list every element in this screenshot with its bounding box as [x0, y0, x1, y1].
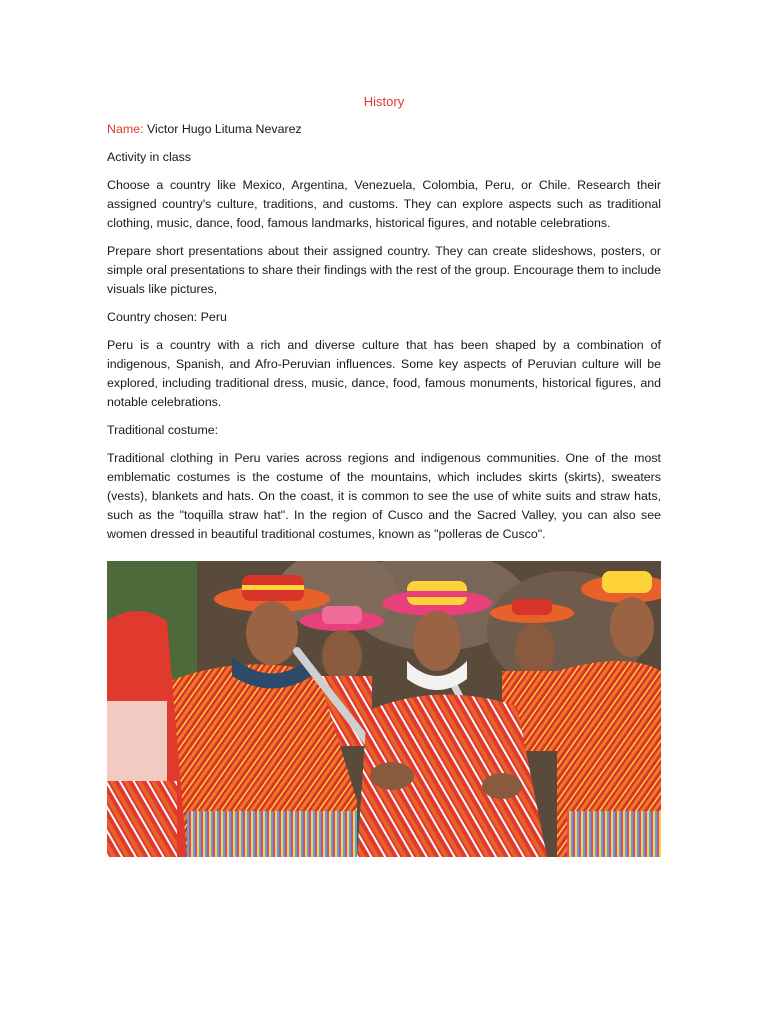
costume-heading: Traditional costume:	[107, 423, 219, 437]
culture-paragraph: Peru is a country with a rich and diverse culture that has been shaped by a combination of indigenous, Spanish, and Afro-Peruvian influences. Some key aspects of Peruvian culture will be explored, including traditional dress, music, dance, food, famous monuments, historical figures, and notable celebrations.	[107, 338, 661, 409]
document-body	[107, 92, 661, 553]
name-value: Victor Hugo Lituma Nevarez	[143, 122, 302, 136]
presentation-paragraph: Prepare short presentations about their assigned country. They can create slideshows, posters, or simple oral presentations to share their findings with the rest of the group. Encourage them to include visuals like pictures,	[107, 244, 661, 296]
costume-paragraph: Traditional clothing in Peru varies across regions and indigenous communities. One of the most emblematic costumes is the costume of the mountains, which includes skirts (skirts), sweaters (vests), blankets and hats. On the coast, it is common to see the use of white suits and straw hats, such as the "toquilla straw hat". In the region of Cusco and the Sacred Valley, you can also see women dressed in beautiful traditional costumes, known as "polleras de Cusco".	[107, 451, 661, 541]
country-heading: Country chosen: Peru	[107, 310, 227, 324]
name-line	[107, 120, 661, 139]
peru-costume-photo	[107, 561, 661, 857]
document-title: History	[363, 94, 405, 109]
instructions-paragraph: Choose a country like Mexico, Argentina, Venezuela, Colombia, Peru, or Chile. Research their assigned country's culture, traditions, and customs. They can explore aspects such as traditional clothing, music, dance, food, famous landmarks, historical figures, and notable celebrations.	[107, 178, 661, 230]
activity-heading: Activity in class	[107, 150, 191, 164]
name-label: Name:	[107, 122, 144, 136]
